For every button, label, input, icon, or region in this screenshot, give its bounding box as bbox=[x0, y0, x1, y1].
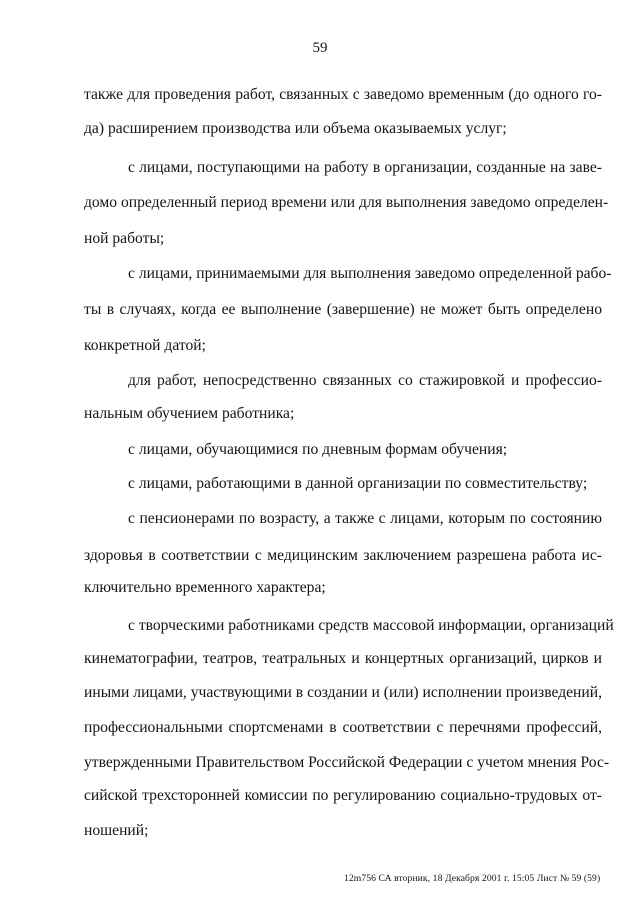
page-footer: 12m756 СА вторник, 18 Декабря 2001 г. 15:05 Лист № 59 (59) bbox=[344, 873, 601, 884]
text-line: иными лицами, участвующими в создании и (или) исполнении произведений, bbox=[84, 684, 602, 701]
text-line: ной работы; bbox=[84, 230, 165, 247]
text-line: кинематографии, театров, театральных и концертных организаций, цирков и bbox=[84, 650, 602, 667]
text-line: с лицами, поступающими на работу в организации, созданные на заве- bbox=[128, 159, 602, 176]
text-line: нальным обучением работника; bbox=[84, 405, 295, 422]
text-line: да) расширением производства или объема оказываемых услуг; bbox=[84, 120, 507, 137]
text-line: с лицами, обучающимися по дневным формам обучения; bbox=[128, 441, 508, 458]
text-line: с лицами, работающими в данной организации по совместительству; bbox=[128, 475, 588, 492]
text-line: ношений; bbox=[84, 822, 149, 839]
text-line: сийской трехсторонней комиссии по регулированию социально-трудовых от- bbox=[84, 787, 602, 804]
text-line: домо определенный период времени или для выполнения заведомо определен- bbox=[84, 194, 609, 211]
text-line: утвержденными Правительством Российской Федерации с учетом мнения Рос- bbox=[84, 754, 610, 771]
text-line: для работ, непосредственно связанных со стажировкой и профессио- bbox=[128, 372, 602, 389]
text-line: с пенсионерами по возрасту, а также с лицами, которым по состоянию bbox=[128, 510, 602, 527]
text-line: также для проведения работ, связанных с заведомо временным (до одного го- bbox=[84, 86, 602, 103]
text-line: с лицами, принимаемыми для выполнения заведомо определенной рабо- bbox=[128, 265, 612, 282]
page-number: 59 bbox=[312, 40, 328, 56]
text-line: ключительно временного характера; bbox=[84, 579, 326, 596]
text-line: ты в случаях, когда ее выполнение (завершение) не может быть определено bbox=[84, 301, 602, 318]
text-line: конкретной датой; bbox=[84, 337, 206, 354]
text-line: здоровья в соответствии с медицинским заключением разрешена работа ис- bbox=[84, 547, 602, 564]
text-line: профессиональными спортсменами в соответствии с перечнями профессий, bbox=[84, 719, 602, 736]
text-line: с творческими работниками средств массовой информации, организаций bbox=[128, 617, 614, 634]
